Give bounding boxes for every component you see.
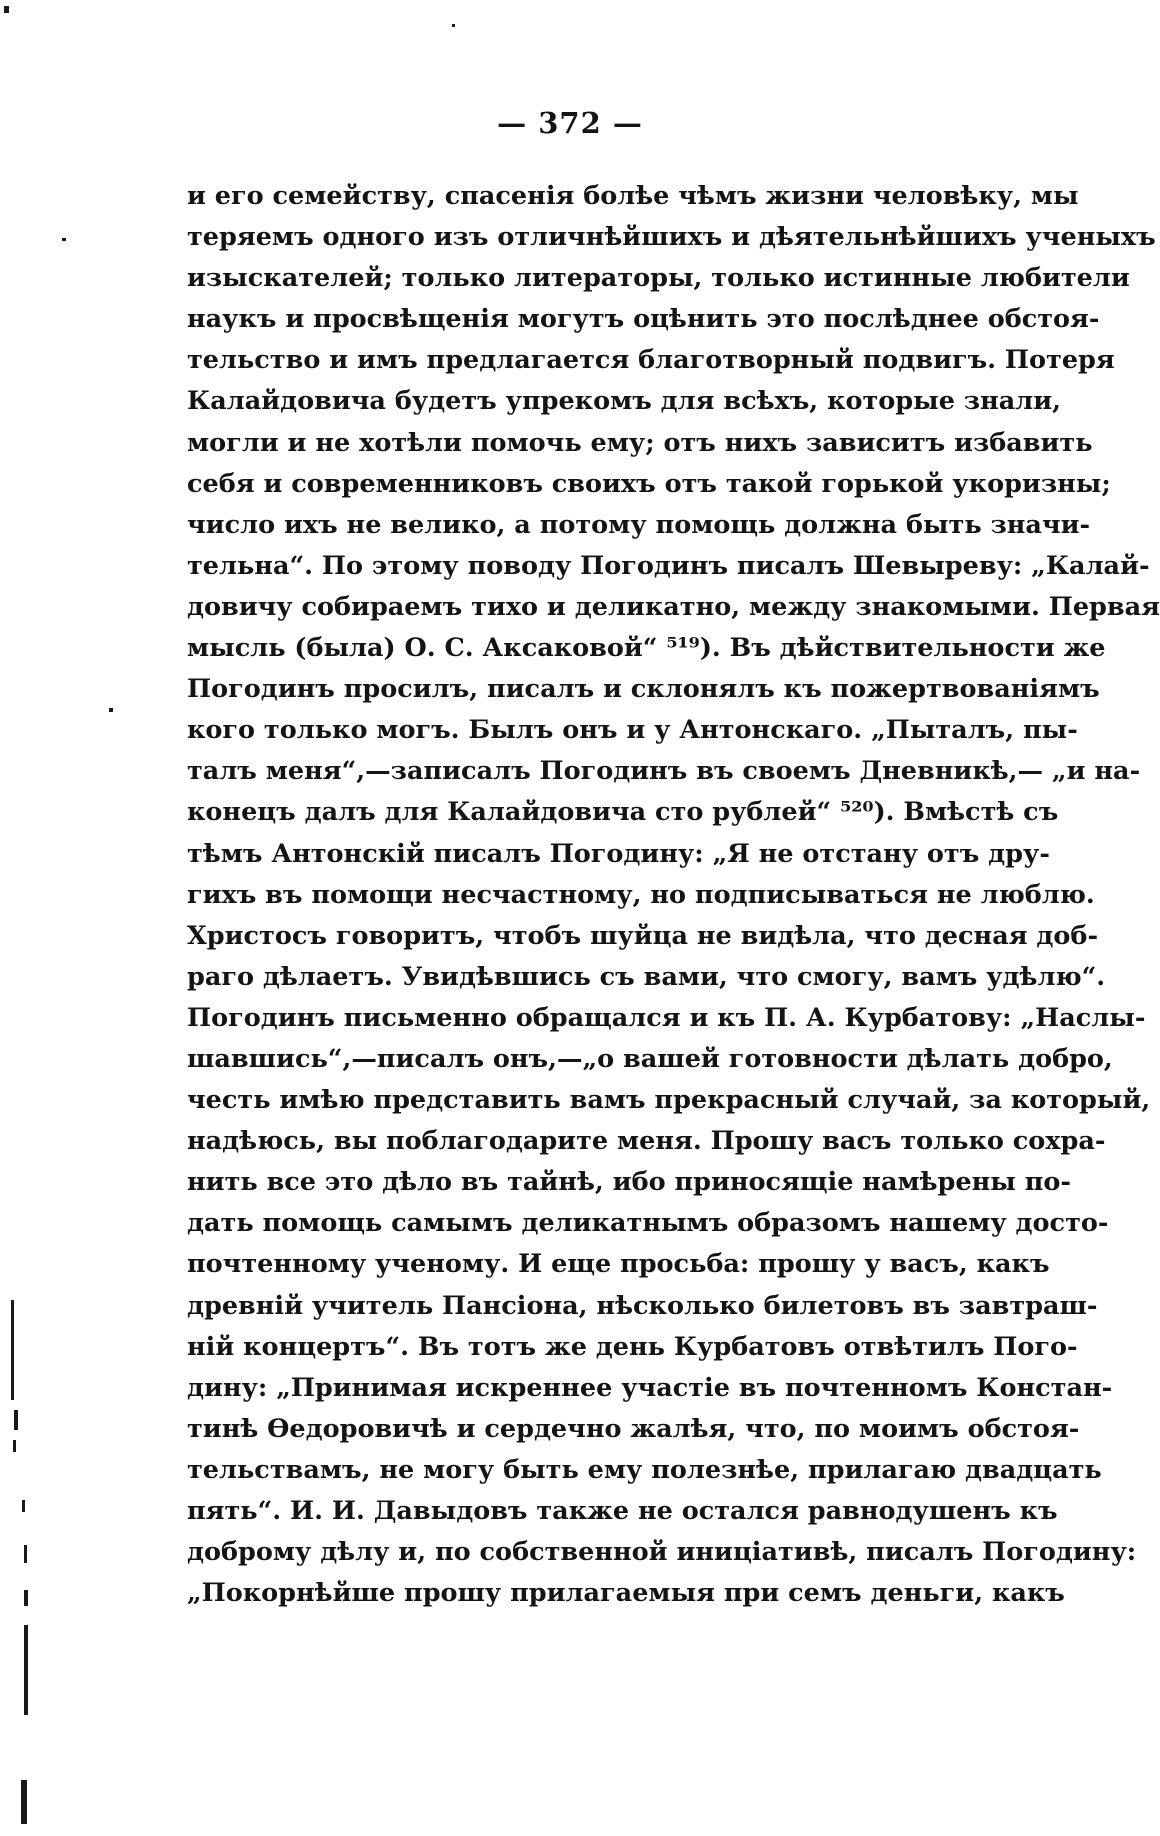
scan-mark-dot bbox=[62, 238, 66, 241]
page-number: — 372 — bbox=[497, 106, 643, 140]
text-line: тинѣ Ѳедоровичѣ и сердечно жалѣя, что, по моимъ обстоя- bbox=[187, 1413, 1080, 1444]
text-line: талъ меня“,—записалъ Погодинъ въ своемъ Дневникѣ,— „и на- bbox=[187, 756, 1141, 787]
text-line: дину: „Принимая искреннее участіе въ почтенномъ Констан- bbox=[187, 1372, 1113, 1403]
scan-mark-edge bbox=[22, 1500, 25, 1512]
text-line: Калайдовича будетъ упрекомъ для всѣхъ, которые знали, bbox=[187, 386, 1062, 417]
text-line: шавшись“,—писалъ онъ,—„о вашей готовности дѣлать добро, bbox=[187, 1043, 1113, 1074]
scan-mark-edge bbox=[24, 1545, 27, 1563]
text-line: дать помощь самымъ деликатнымъ образомъ нашему досто- bbox=[187, 1208, 1109, 1239]
text-line: наукъ и просвѣщенія могутъ оцѣнить это послѣднее обстоя- bbox=[187, 304, 1100, 335]
scan-mark-edge bbox=[24, 1590, 28, 1606]
text-line: тельствамъ, не могу быть ему полезнѣе, прилагаю двадцать bbox=[187, 1454, 1102, 1485]
body-text bbox=[187, 176, 1160, 1614]
text-line: древній учитель Пансіона, нѣсколько билетовъ въ завтраш- bbox=[187, 1290, 1098, 1321]
text-line: ній концертъ“. Въ тотъ же день Курбатовъ отвѣтилъ Пого- bbox=[187, 1331, 1078, 1362]
text-line: гихъ въ помощи несчастному, но подписываться не люблю. bbox=[187, 879, 1095, 910]
scan-mark-corner bbox=[4, 6, 9, 13]
text-line: „Покорнѣйше прошу прилагаемыя при семъ деньги, какъ bbox=[187, 1578, 1065, 1609]
text-line: и его семейству, спасенія болѣе чѣмъ жизни человѣку, мы bbox=[187, 181, 1079, 211]
text-line: себя и современниковъ своихъ отъ такой горькой укоризны; bbox=[187, 468, 1111, 499]
text-line: раго дѣлаетъ. Увидѣвшись съ вами, что смогу, вамъ удѣлю“. bbox=[187, 961, 1106, 992]
text-line: могли и не хотѣли помочь ему; отъ нихъ зависитъ избавить bbox=[187, 427, 1093, 458]
text-line: надѣюсь, вы поблагодарите меня. Прошу васъ только сохра- bbox=[187, 1126, 1106, 1157]
text-line: почтенному ученому. И еще просьба: прошу у васъ, какъ bbox=[187, 1249, 1050, 1280]
scan-mark-dot bbox=[109, 708, 113, 712]
scan-mark-edge bbox=[21, 1780, 27, 1824]
text-line: Христосъ говоритъ, чтобъ шуйца не видѣла, что десная доб- bbox=[187, 920, 1099, 951]
text-line: честь имѣю представить вамъ прекрасный случай, за который, bbox=[187, 1085, 1151, 1116]
text-line: доброму дѣлу и, по собственной иниціативѣ, писалъ Погодину: bbox=[187, 1537, 1137, 1568]
text-line: довичу собираемъ тихо и деликатно, между знакомыми. Первая bbox=[187, 591, 1160, 622]
text-line: конецъ далъ для Калайдовича сто рублей“ ⁵²⁰). Вмѣстѣ съ bbox=[187, 797, 1059, 828]
text-line: изыскателей; только литераторы, только истинные любители bbox=[187, 263, 1130, 294]
text-line: нить все это дѣло въ тайнѣ, ибо приносящіе намѣрены по- bbox=[187, 1167, 1071, 1198]
text-line: Погодинъ письменно обращался и къ П. А. Курбатову: „Наслы- bbox=[187, 1002, 1146, 1033]
text-line: Погодинъ просилъ, писалъ и склонялъ къ пожертвованіямъ bbox=[187, 674, 1100, 705]
text-line: тѣмъ Антонскій писалъ Погодину: „Я не отстану отъ дру- bbox=[187, 838, 1050, 869]
scan-mark-edge bbox=[11, 1300, 14, 1400]
scan-mark-edge bbox=[13, 1440, 16, 1452]
scan-mark-edge bbox=[24, 1625, 28, 1715]
text-line: мысль (была) О. С. Аксаковой“ ⁵¹⁹). Въ дѣйствительности же bbox=[187, 633, 1106, 664]
text-line: тельство и имъ предлагается благотворный подвигъ. Потеря bbox=[187, 345, 1115, 376]
scan-mark-dot bbox=[452, 24, 455, 27]
text-line: кого только могъ. Былъ онъ и у Антонскаго. „Пыталъ, пы- bbox=[187, 715, 1078, 746]
text-line: пять“. И. И. Давыдовъ также не остался равнодушенъ къ bbox=[187, 1496, 1058, 1526]
text-line: число ихъ не велико, а потому помощь должна быть значи- bbox=[187, 509, 1091, 540]
scan-mark-edge bbox=[14, 1410, 18, 1430]
text-line: тельна“. По этому поводу Погодинъ писалъ Шевыреву: „Калай- bbox=[187, 550, 1150, 581]
text-line: теряемъ одного изъ отличнѣйшихъ и дѣятельнѣйшихъ ученыхъ bbox=[187, 222, 1156, 253]
